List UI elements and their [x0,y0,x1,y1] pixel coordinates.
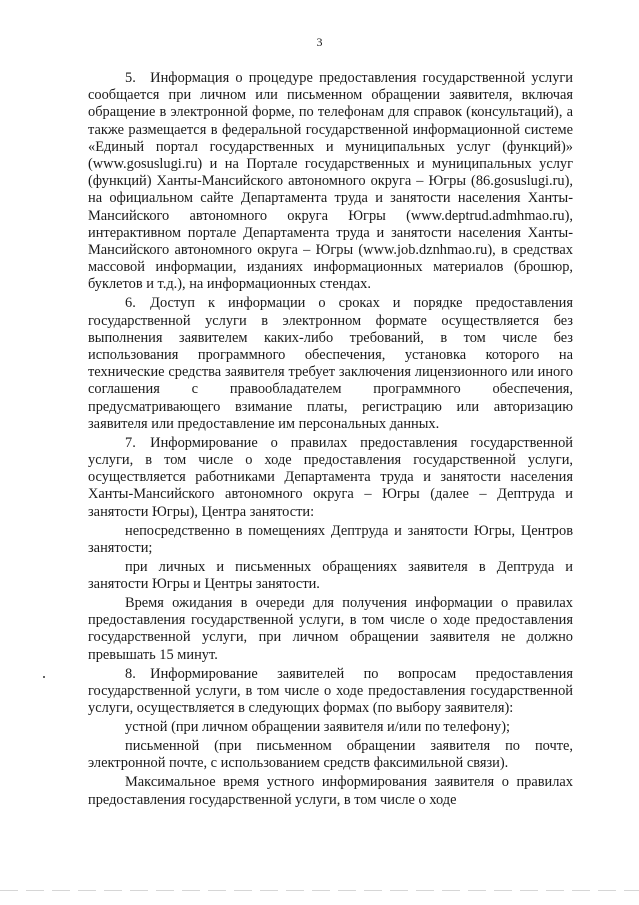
paragraph-item-5: 5. Информация о процедуре предоставления государственной услуги сообщается при личном или письменном обращении заявителя, включая обращение в электронной форме, по телефонам для справок (консультаций), а также размещается в федеральной государственной информационной системе «Единый портал государственных и муниципальных услуг (функций)» (www.gosuslugi.ru) и на Портале государственных и муниципальных услуг (функций) Ханты-Мансийского автономного округа – Югры (86.gosuslugi.ru), на официальном сайте Департамента труда и занятости населения Ханты-Мансийского автономного округа Югры (www.deptrud.admhmao.ru), интерактивном портале Департамента труда и занятости населения Ханты-Мансийского автономного округа – Югры (www.job.dznhmao.ru), в средствах массовой информации, изданиях информационных материалов (брошюр, буклетов и т.д.), на информационных стендах. [88,70,573,293]
paragraph-item-7-premises: непосредственно в помещениях Дептруда и занятости Югры, Центров занятости; [88,522,573,556]
paragraph-max-time: Максимальное время устного информирования заявителя о правилах предоставления государственной услуги, в том числе о ходе [88,774,573,808]
page-number: 3 [316,35,323,49]
scan-speck [43,676,45,678]
document-body [88,70,573,809]
scan-bottom-edge [0,890,639,891]
paragraph-item-7: 7. Информирование о правилах предоставления государственной услуги, в том числе о ходе предоставления государственной услуги, осуществляется работниками Департамента труда и занятости населения Ханты-Мансийского автономного округа – Югры (далее – Дептруда и занятости Югры), Центра занятости: [88,434,573,520]
paragraph-item-8: 8. Информирование заявителей по вопросам предоставления государственной услуги, в том числе о ходе предоставления государственной услуги, осуществляется в следующих формах (по выбору заявителя): [88,665,573,717]
paragraph-item-7-requests: при личных и письменных обращениях заявителя в Дептруда и занятости Югры и Центры занятости. [88,558,573,593]
paragraph-item-8-written: письменной (при письменном обращении заявителя по почте, электронной почте, с использованием средств факсимильной связи). [88,738,573,772]
paragraph-item-8-oral: устной (при личном обращении заявителя и/или по телефону); [125,719,511,736]
paragraph-item-6: 6. Доступ к информации о сроках и порядке предоставления государственной услуги в электронном формате осуществляется без выполнения заявителем каких-либо требований, в том числе без использования программного обеспечения, установка которого на технические средства заявителя требует заключения лицензионного или иного соглашения с правообладателем программного обеспечения, предусматривающего взимание платы, регистрацию или авторизацию заявителя или предоставление им персональных данных. [88,295,573,432]
paragraph-waiting-time: Время ожидания в очереди для получения информации о правилах предоставления государственной услуги, в том числе о ходе предоставления государственной услуги, при личном обращении заявителя не должно превышать 15 минут. [88,595,573,663]
